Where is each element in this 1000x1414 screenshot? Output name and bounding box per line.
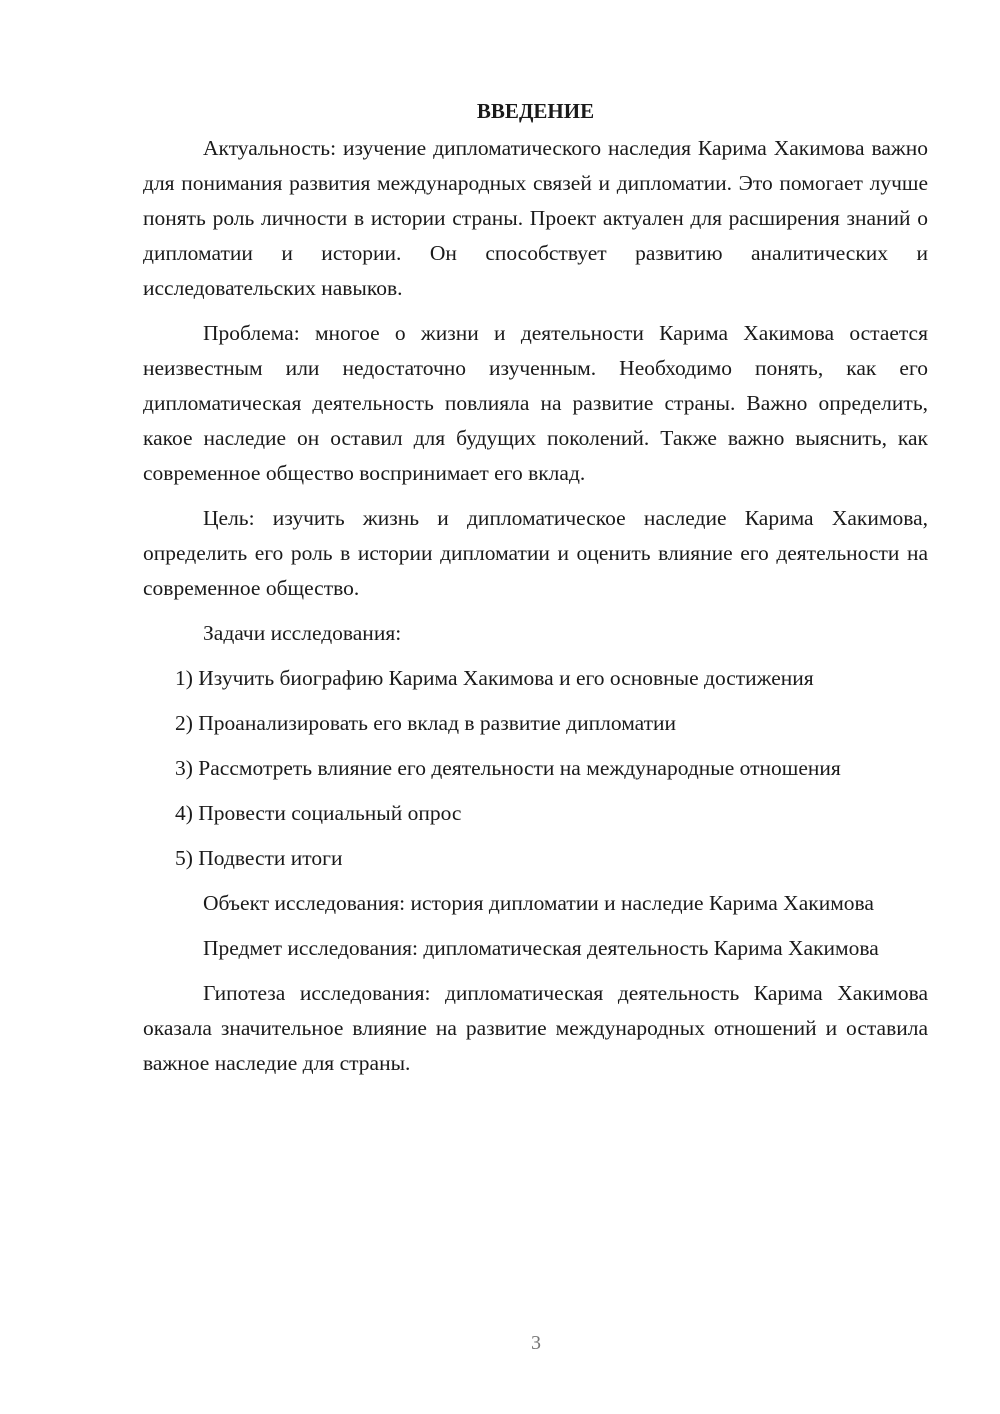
goal-paragraph: Цель: изучить жизнь и дипломатическое наследие Карима Хакимова, определить его роль в истории дипломатии и оценить влияние его деятельности на современное общество. bbox=[143, 506, 928, 600]
relevance-paragraph: Актуальность: изучение дипломатического наследия Карима Хакимова важно для понимания развития международных связей и дипломатии. Это помогает лучше понять роль личности в истории страны. Проект актуален для расширения знаний о дипломатии и истории. Он способствует развитию аналитических и исследовательских навыков. bbox=[143, 136, 928, 300]
tasks-intro: Задачи исследования: bbox=[203, 621, 402, 645]
task-item: 1) Изучить биографию Карима Хакимова и его основные достижения bbox=[175, 666, 814, 690]
page-number: 3 bbox=[531, 1332, 541, 1354]
task-item: 5) Подвести итоги bbox=[175, 846, 343, 870]
subject-paragraph: Предмет исследования: дипломатическая деятельность Карима Хакимова bbox=[203, 936, 879, 960]
hypothesis-paragraph: Гипотеза исследования: дипломатическая деятельность Карима Хакимова оказала значительное влияние на развитие международных отношений и оставила важное наследие для страны. bbox=[143, 981, 928, 1075]
task-item: 4) Провести социальный опрос bbox=[175, 801, 462, 825]
task-item: 3) Рассмотреть влияние его деятельности на международные отношения bbox=[175, 756, 841, 780]
object-paragraph: Объект исследования: история дипломатии и наследие Карима Хакимова bbox=[203, 891, 874, 915]
section-heading: ВВЕДЕНИЕ bbox=[476, 99, 595, 123]
problem-paragraph: Проблема: многое о жизни и деятельности Карима Хакимова остается неизвестным или недостаточно изученным. Необходимо понять, как его дипломатическая деятельность повлияла на развитие страны. Важно определить, какое наследие он оставил для будущих поколений. Также важно выяснить, как современное общество воспринимает его вклад. bbox=[143, 321, 928, 485]
document-page bbox=[143, 96, 928, 1091]
task-item: 2) Проанализировать его вклад в развитие дипломатии bbox=[175, 711, 677, 735]
